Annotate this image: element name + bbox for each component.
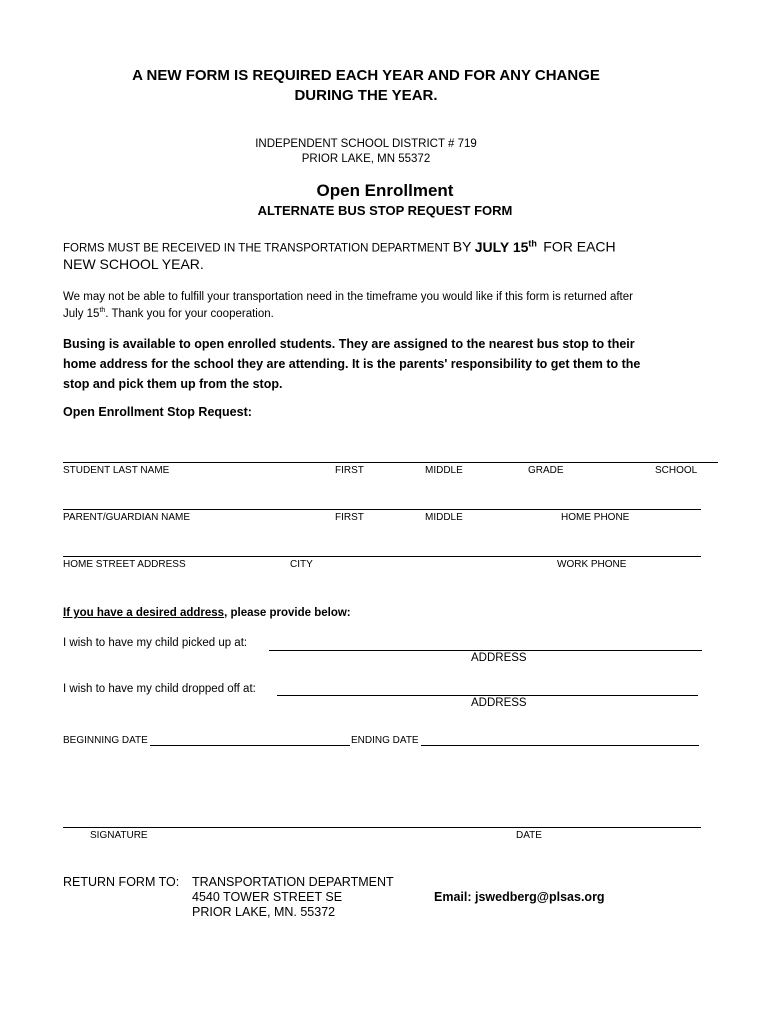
busing-line-1: Busing is available to open enrolled students. They are assigned to the nearest bus stop to their xyxy=(63,337,635,351)
section-label: Open Enrollment Stop Request: xyxy=(63,405,252,419)
return-label: RETURN FORM TO: xyxy=(63,875,180,889)
busing-line-2: home address for the school they are attending. It is the parents' responsibility to get them to the xyxy=(63,357,641,371)
deadline-notice xyxy=(63,238,616,255)
home-address-label: HOME STREET ADDRESS xyxy=(63,559,186,570)
grade-label: GRADE xyxy=(528,465,564,476)
parent-name-label: PARENT/GUARDIAN NAME xyxy=(63,512,191,523)
form-requirement-heading xyxy=(0,66,732,106)
district-city: PRIOR LAKE, MN 55372 xyxy=(301,153,431,165)
pickup-address-line[interactable] xyxy=(269,650,702,651)
parent-name-line[interactable] xyxy=(63,509,701,510)
district-block xyxy=(0,137,732,167)
district-name: INDEPENDENT SCHOOL DISTRICT # 719 xyxy=(255,138,477,150)
pickup-address-caption: ADDRESS xyxy=(471,652,527,664)
deadline-date: JULY 15th xyxy=(474,238,537,255)
cooperation-notice xyxy=(63,290,633,321)
parent-middle-label: MIDDLE xyxy=(425,512,463,523)
return-address xyxy=(192,875,394,920)
signature-label: SIGNATURE xyxy=(90,830,148,841)
pickup-label: I wish to have my child picked up at: xyxy=(63,637,248,649)
deadline-prefix: FORMS MUST BE RECEIVED IN THE TRANSPORTATION DEPARTMENT xyxy=(63,242,450,255)
page-subtitle: ALTERNATE BUS STOP REQUEST FORM xyxy=(257,203,513,218)
dropoff-label: I wish to have my child dropped off at: xyxy=(63,683,256,695)
dropoff-address-caption: ADDRESS xyxy=(471,697,527,709)
work-phone-label: WORK PHONE xyxy=(557,559,627,570)
city-label: CITY xyxy=(290,559,313,570)
dropoff-address-line[interactable] xyxy=(277,695,698,696)
parent-first-label: FIRST xyxy=(335,512,364,523)
signature-line[interactable] xyxy=(63,827,701,828)
notice-line-2: July 15th. Thank you for your cooperation. xyxy=(63,307,274,320)
school-label: SCHOOL xyxy=(655,465,698,476)
busing-paragraph xyxy=(63,334,640,394)
heading-line-1: A NEW FORM IS REQUIRED EACH YEAR AND FOR ANY CHANGE xyxy=(132,67,600,84)
notice-line-1: We may not be able to fulfill your transportation need in the timeframe you would like if this form is returned after xyxy=(63,291,633,303)
deadline-line-2: NEW SCHOOL YEAR. xyxy=(63,256,204,272)
heading-line-2: DURING THE YEAR. xyxy=(294,87,438,104)
deadline-suffix: FOR EACH xyxy=(543,238,616,255)
deadline-by: BY xyxy=(452,238,472,255)
ending-date-line[interactable] xyxy=(421,745,699,746)
return-street: 4540 TOWER STREET SE xyxy=(192,890,343,904)
home-address-line[interactable] xyxy=(63,556,701,557)
student-name-line[interactable] xyxy=(63,462,718,463)
return-email[interactable]: Email: jswedberg@plsas.org xyxy=(434,890,605,904)
home-phone-label: HOME PHONE xyxy=(561,512,630,523)
student-middle-label: MIDDLE xyxy=(425,465,463,476)
desired-address-heading: If you have a desired address, please provide below: xyxy=(63,607,351,619)
busing-line-3: stop and pick them up from the stop. xyxy=(63,377,283,391)
return-dept: TRANSPORTATION DEPARTMENT xyxy=(192,875,394,889)
student-first-label: FIRST xyxy=(335,465,364,476)
student-last-name-label: STUDENT LAST NAME xyxy=(63,465,170,476)
return-city: PRIOR LAKE, MN. 55372 xyxy=(192,905,336,919)
page-title: Open Enrollment xyxy=(316,181,454,200)
beginning-date-label: BEGINNING DATE xyxy=(63,735,148,746)
beginning-date-line[interactable] xyxy=(150,745,350,746)
signature-date-label: DATE xyxy=(516,830,542,841)
ending-date-label: ENDING DATE xyxy=(351,735,419,746)
